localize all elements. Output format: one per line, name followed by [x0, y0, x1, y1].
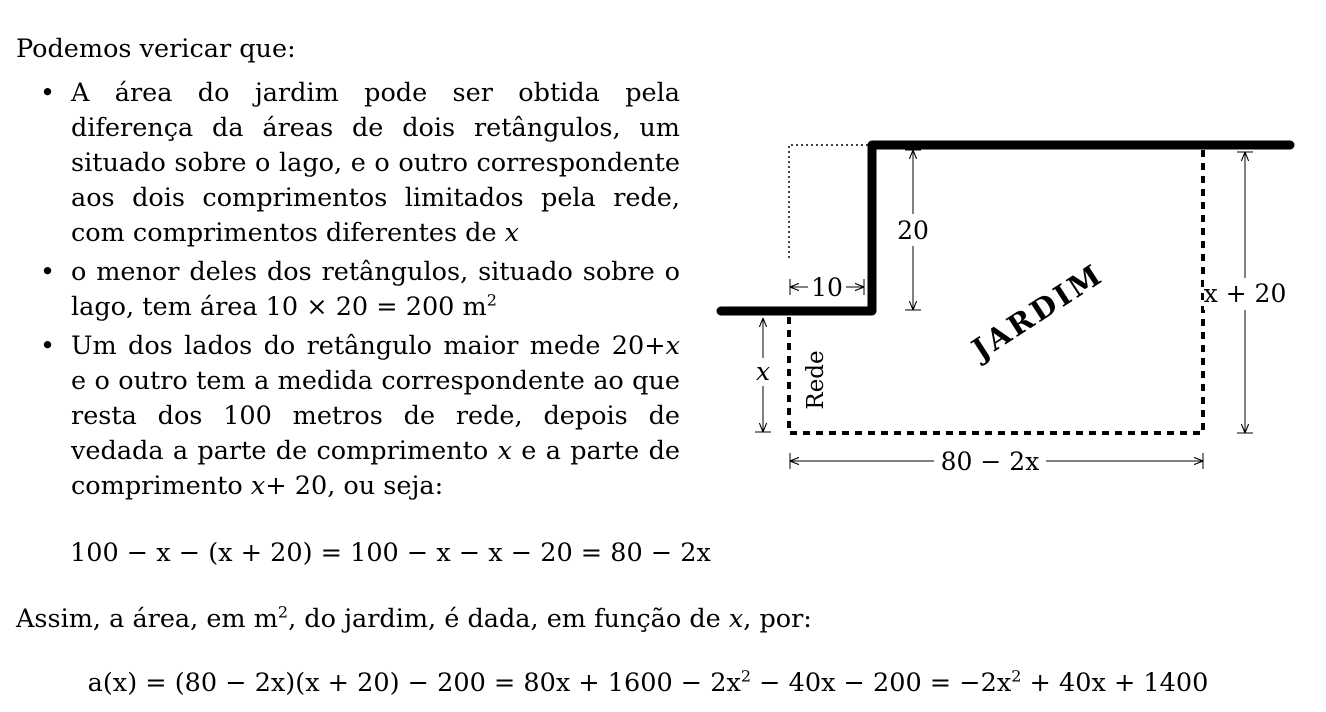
variable: x — [728, 604, 744, 634]
rede-label: Rede — [803, 350, 829, 410]
bullet-icon: • — [40, 257, 56, 287]
exponent: 2 — [277, 602, 289, 622]
exponent: 2 — [1011, 666, 1022, 686]
bullet-text: e a parte de comprimento — [71, 436, 680, 501]
conclusion-part: , do jardim, é dada, em função de — [288, 604, 729, 634]
conclusion-part: , por: — [743, 604, 812, 634]
exponent: 2 — [486, 290, 497, 310]
jardim-label: JARDIM — [965, 256, 1110, 367]
bullet-text: + 20, ou seja: — [265, 471, 444, 501]
bullet-text: e o outro tem a medida correspondente ao que resta dos 100 metros de rede, depois de vedada a parte de comprimento — [71, 366, 680, 466]
variable: x — [497, 436, 512, 466]
variable: x — [504, 218, 520, 248]
net-line — [789, 149, 1203, 433]
exponent: 2 — [740, 666, 752, 686]
bullet-icon: • — [40, 331, 56, 361]
dimension-10-label: 10 — [811, 273, 843, 302]
variable: x — [250, 471, 266, 501]
dimension-x-plus-20-label: x + 20 — [1203, 279, 1287, 308]
equation-part: a(x) = (80 − 2x)(x + 20) − 200 = 80x + 1600 − 2x — [87, 668, 741, 698]
formula: 10 × 20 = 200 m — [265, 292, 487, 322]
dimension-80-2x-label: 80 − 2x — [940, 447, 1040, 476]
equation-rede: 100 − x − (x + 20) = 100 − x − x − 20 = 80 − 2x — [70, 538, 711, 568]
lake-boundary — [789, 145, 868, 258]
variable: x — [665, 331, 680, 361]
conclusion-part: Assim, a área, em m — [16, 604, 278, 634]
equation-part: + 40x + 1400 — [1021, 668, 1209, 698]
intro-text: Podemos vericar que: — [16, 34, 296, 64]
equation-part: − 40x − 200 = −2x — [751, 668, 1012, 698]
dimension-20-label: 20 — [897, 216, 929, 245]
bullet-text: A área do jardim pode ser obtida pela diferença da áreas de dois retângulos, um situado sobre o lago, e o outro correspondente aos dois comprimentos limitados pela rede, com comprimentos diferentes de — [71, 78, 680, 248]
bullet-icon: • — [40, 78, 56, 108]
bullet-text: Um dos lados do retângulo maior mede 20+ — [71, 331, 666, 361]
bullet-text: o menor deles dos retângulos, situado sobre o lago, tem área — [71, 257, 680, 322]
dimension-x-label: x — [755, 357, 771, 386]
